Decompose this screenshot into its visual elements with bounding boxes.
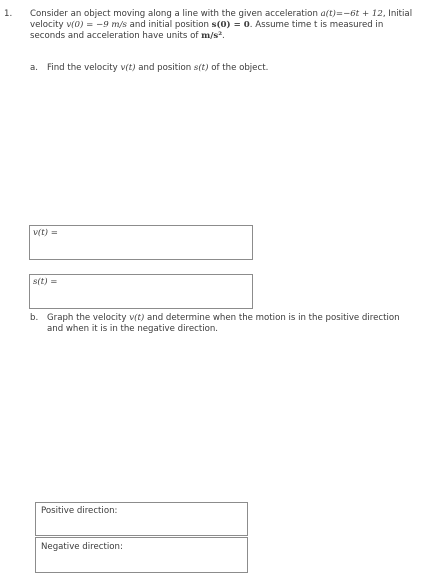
problem-line-3-post: . <box>221 31 225 41</box>
part-b-line-1-post: and determine when the motion is in the positive direction <box>144 313 400 323</box>
problem-line-1 <box>30 9 412 20</box>
part-b-velocity-symbol: v(t) <box>129 313 145 323</box>
part-b-line-1 <box>47 313 400 324</box>
problem-line-2-mid: and initial position <box>126 20 212 30</box>
part-a-position-symbol: s(t) <box>193 63 209 73</box>
problem-number: 1. <box>4 9 13 19</box>
initial-velocity: v(0) = −9 m/s <box>66 20 127 30</box>
problem-line-3-pre: seconds and acceleration have units of <box>30 31 202 41</box>
problem-line-3 <box>30 31 225 42</box>
acceleration-units: m/s² <box>201 31 222 41</box>
part-a-velocity-symbol: v(t) <box>120 63 136 73</box>
part-a-letter: a. <box>30 63 38 73</box>
position-answer-label: s(t) = <box>33 277 58 287</box>
velocity-answer-box[interactable] <box>29 225 253 260</box>
part-a-text-post: of the object. <box>208 63 269 73</box>
problem-line-1-pre: Consider an object moving along a line with the given acceleration <box>30 9 321 19</box>
initial-position: s(0) = 0 <box>211 20 250 30</box>
position-answer-box[interactable] <box>29 274 253 309</box>
part-a-text-pre: Find the velocity <box>47 63 121 73</box>
acceleration-formula: a(t)=−6t + 12 <box>320 9 383 19</box>
problem-line-2-pre: velocity <box>30 20 67 30</box>
problem-line-2-post: . Assume time t is measured in <box>249 20 384 30</box>
part-b-line-2: and when it is in the negative direction. <box>47 324 219 334</box>
positive-direction-box[interactable] <box>35 502 248 536</box>
part-b-line-1-pre: Graph the velocity <box>47 313 130 323</box>
part-a-text <box>47 63 268 74</box>
part-a-text-mid: and position <box>135 63 194 73</box>
problem-line-2 <box>30 20 383 31</box>
positive-direction-label: Positive direction: <box>41 506 118 516</box>
problem-line-1-post: , Initial <box>382 9 413 19</box>
part-b-letter: b. <box>30 313 39 323</box>
negative-direction-box[interactable] <box>35 537 248 573</box>
velocity-answer-label: v(t) = <box>33 228 58 238</box>
negative-direction-label: Negative direction: <box>41 542 123 552</box>
